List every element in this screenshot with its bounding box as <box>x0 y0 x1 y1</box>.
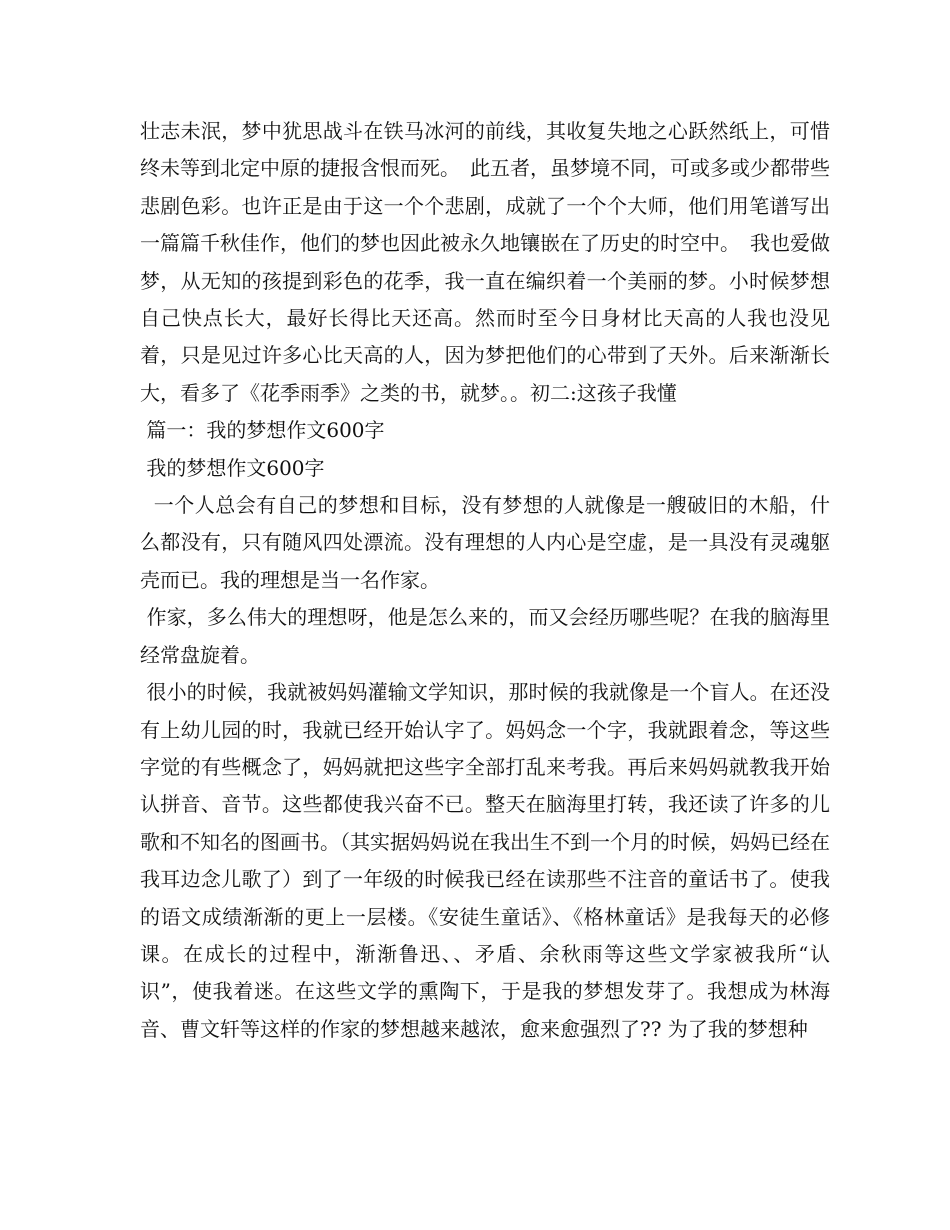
document-body <box>140 113 830 1048</box>
intro-paragraph: 壮志未泯，梦中犹思战斗在铁马冰河的前线，其收复失地之心跃然纸上，可惜终未等到北定中原的捷报含恨而死。 此五者，虽梦境不同，可或多或少都带些悲剧色彩。也许正是由于这一个个悲剧，成就了一个个大师，他们用笔谱写出一篇篇千秋佳作，他们的梦也因此被永久地镶嵌在了历史的时空中。 我也爱做梦，从无知的孩提到彩色的花季，我一直在编织着一个美丽的梦。小时候梦想自己快点长大，最好长得比天还高。然而时至今日身材比天高的人我也没见着，只是见过许多心比天高的人，因为梦把他们的心带到了天外。后来渐渐长大，看多了《花季雨季》之类的书，就梦。。初二:这孩子我懂 <box>140 119 830 405</box>
article-title: 我的梦想作文600字 <box>140 455 325 480</box>
body-paragraph: 作家，多么伟大的理想呀，他是怎么来的，而又会经历哪些呢？在我的脑海里经常盘旋着。 <box>140 605 831 667</box>
body-paragraph: 一个人总会有自己的梦想和目标，没有梦想的人就像是一艘破旧的木船，什么都没有，只有随风四处漂流。没有理想的人内心是空虚，是一具没有灵魂躯壳而已。我的理想是当一名作家。 <box>140 493 830 592</box>
body-paragraph: 很小的时候，我就被妈妈灌输文学知识，那时候的我就像是一个盲人。在还没有上幼儿园的时，我就已经开始认字了。妈妈念一个字，我就跟着念，等这些字觉的有些概念了，妈妈就把这些字全部打乱来考我。再后来妈妈就教我开始认拼音、音节。这些都使我兴奋不已。整天在脑海里打转，我还读了许多的儿歌和不知名的图画书。（其实据妈妈说在我出生不到一个月的时候，妈妈已经在我耳边念儿歌了）到了一年级的时候我已经在读那些不注音的童话书了。使我的语文成绩渐渐的更上一层楼。《安徒生童话》、《格林童话》是我每天的必修课。在成长的过程中，渐渐鲁迅、、矛盾、余秋雨等这些文学家被我所“认识”，使我着迷。在这些文学的熏陶下，于是我的梦想发芽了。我想成为林海音、曹文轩等这样的作家的梦想越来越浓，愈来愈强烈了?? 为了我的梦想种 <box>140 680 831 1041</box>
article-heading: 篇一：我的梦想作文600字 <box>140 418 385 443</box>
